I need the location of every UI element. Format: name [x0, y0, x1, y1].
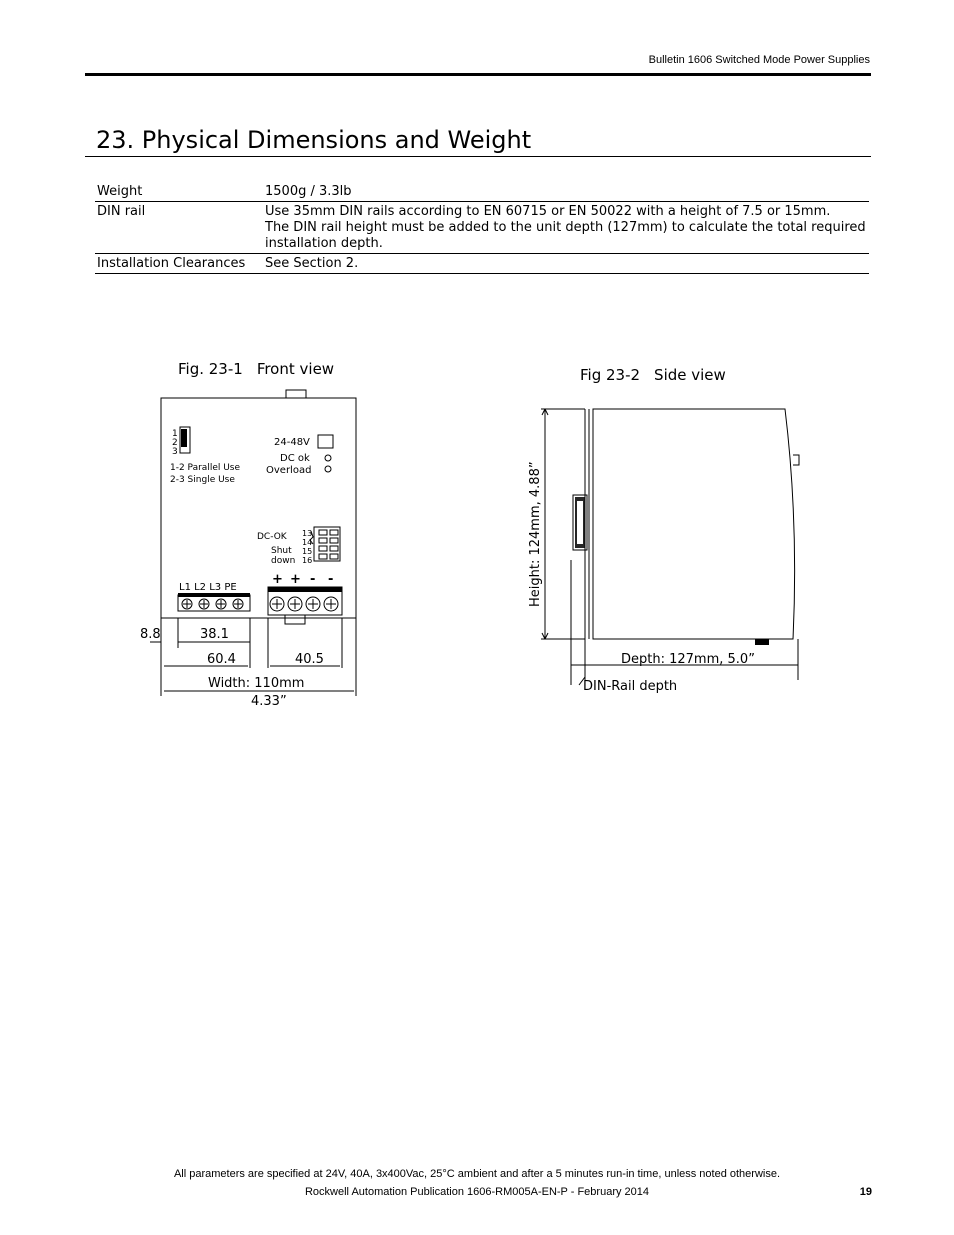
front-view-drawing: [130, 385, 380, 715]
section-title: 23. Physical Dimensions and Weight: [96, 126, 532, 154]
page-number: 19: [859, 1186, 872, 1198]
dim-38-1: 38.1: [200, 627, 229, 642]
parallel-use-label: 1-2 Parallel Use: [170, 463, 241, 473]
input-terminal-label: L1 L2 L3 PE: [179, 582, 237, 593]
width-inch-label: 4.33”: [251, 694, 287, 709]
spec-key: Weight: [97, 184, 143, 199]
top-tab: [286, 390, 306, 398]
fig2-name: Side view: [654, 366, 726, 384]
relay-pin-16: 16: [302, 556, 313, 565]
shutdown-label-2: down: [271, 556, 296, 566]
header-rule: [85, 73, 871, 76]
spec-key: Installation Clearances: [97, 256, 246, 271]
dcok-label: DC ok: [280, 453, 310, 464]
running-header: Bulletin 1606 Switched Mode Power Supplies: [648, 54, 870, 66]
switch-pos-1: 1: [172, 429, 178, 439]
dcok-led: [325, 455, 331, 461]
depth-label: Depth: 127mm, 5.0”: [621, 652, 755, 667]
fig1-name: Front view: [256, 360, 335, 378]
relay-label: DC-OK: [257, 532, 287, 542]
title-rule: [85, 156, 871, 157]
table-row: [95, 202, 869, 254]
single-use-label: 2-3 Single Use: [170, 475, 235, 485]
housing-side-outline: [593, 409, 795, 639]
fig2-number: Fig 23-2: [580, 366, 641, 384]
voltage-potentiometer: [318, 435, 333, 448]
table-row: [95, 254, 869, 274]
output-sign: +: [290, 572, 301, 587]
width-label: Width: 110mm: [208, 676, 305, 691]
shutdown-label-1: Shut: [271, 546, 292, 556]
relay-pin-14: 14: [302, 538, 313, 547]
voltage-label: 24-48V: [274, 437, 310, 448]
spec-value: 1500g / 3.3lb: [265, 184, 352, 199]
switch-pos-3: 3: [172, 447, 178, 457]
spec-value-line: The DIN rail height must be added to the unit depth (127mm) to calculate the total required installation depth.: [265, 220, 866, 251]
output-sign: +: [272, 572, 283, 587]
fig1-caption: [178, 360, 348, 378]
output-sign: -: [310, 572, 316, 587]
overload-label: Overload: [266, 465, 312, 476]
relay-pin-13: 13: [302, 529, 313, 538]
spec-value-line: Use 35mm DIN rails according to EN 60715 or EN 50022 with a height of 7.5 or 15mm.: [265, 204, 831, 219]
spec-value: [263, 202, 869, 254]
fig2-caption: [580, 366, 740, 384]
relay-pin-15: 15: [302, 547, 313, 556]
spec-key: DIN rail: [97, 204, 146, 219]
dim-40-5: 40.5: [295, 652, 324, 667]
table-row: [95, 182, 869, 202]
footer-note: All parameters are specified at 24V, 40A, 3x400Vac, 25°C ambient and after a 5 minutes run-in time, unless noted otherwise.: [173, 1168, 781, 1180]
footer-publication: Rockwell Automation Publication 1606-RM005A-EN-P - February 2014: [304, 1186, 650, 1198]
output-sign: -: [328, 572, 334, 587]
din-rail-depth-label: DIN-Rail depth: [583, 679, 678, 694]
side-view-drawing: [515, 395, 815, 700]
spec-value: See Section 2.: [265, 256, 359, 271]
dim-8-8: 8.8: [140, 627, 161, 642]
spec-table: [95, 182, 869, 274]
switch-pos-2: 2: [172, 438, 178, 448]
overload-led: [325, 466, 331, 472]
height-label: Height: 124mm, 4.88”: [528, 461, 543, 607]
fig1-number: Fig. 23-1: [178, 360, 243, 378]
dim-60-4: 60.4: [207, 652, 236, 667]
